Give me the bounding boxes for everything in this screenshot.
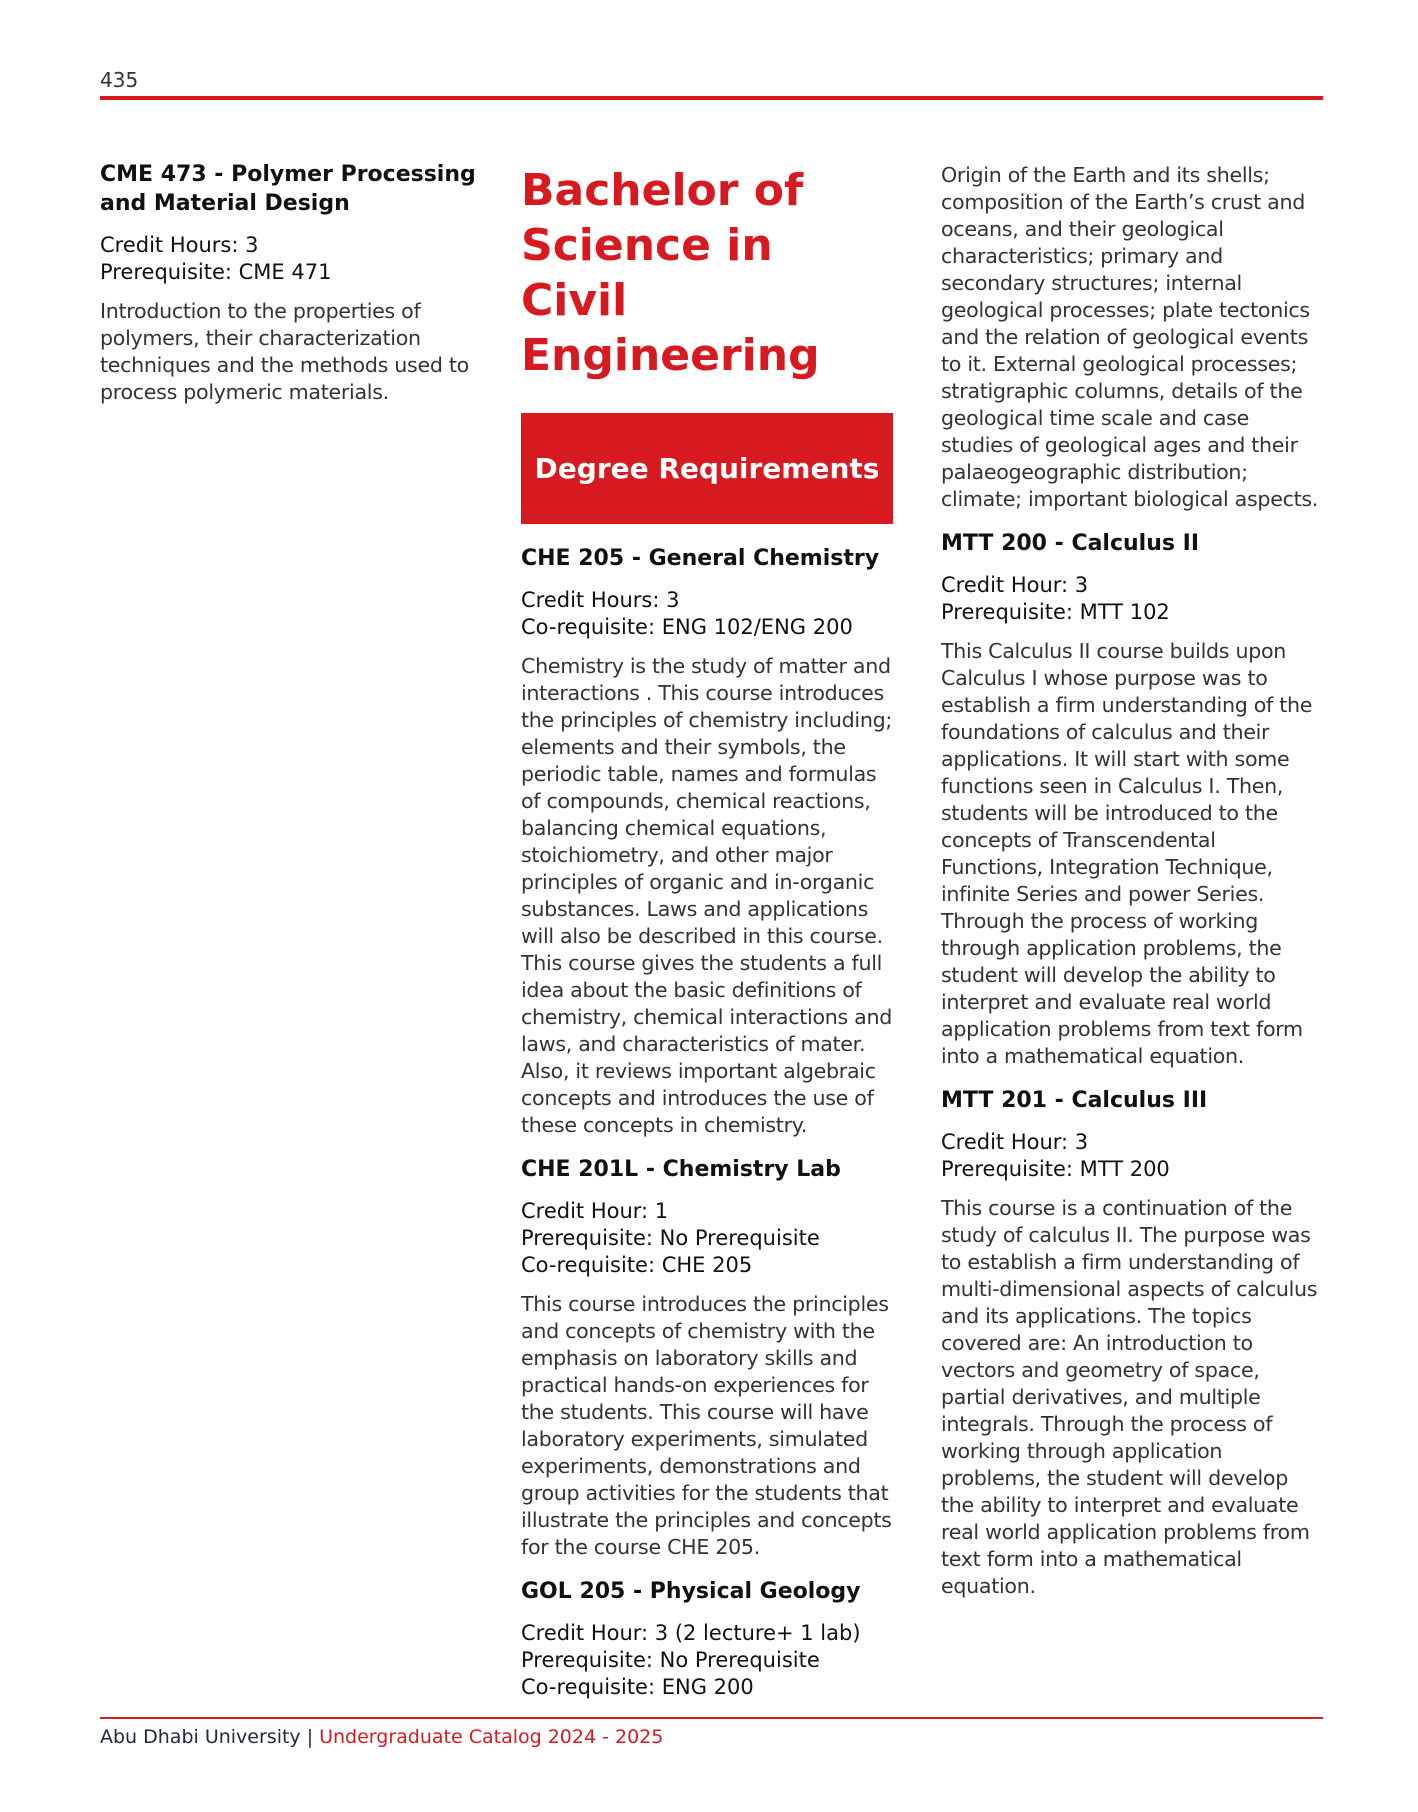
course-title: CME 473 - Polymer Processing and Material Design — [100, 162, 476, 216]
course-block — [521, 1577, 893, 1701]
course-meta — [941, 572, 1321, 626]
course-description: This course is a continuation of the study of calculus II. The purpose was to establish a firm understanding of multi-dimensional aspects of calculus and its applications. The topics covered are: An introduction to vectors and geometry of space, partial derivatives, and multiple integrals. Through the process of working through application problems, the student will develop the ability to interpret and evaluate real world application problems from text form into a mathematical equation. — [941, 1196, 1318, 1598]
footer-separator: | — [306, 1726, 314, 1748]
course-meta — [521, 587, 893, 641]
prerequisite: Prerequisite: CME 471 — [100, 260, 332, 284]
meta-line: Prerequisite: No Prerequisite — [521, 1226, 820, 1250]
meta-line: Co-requisite: ENG 200 — [521, 1675, 754, 1699]
course-title: GOL 205 - Physical Geology — [521, 1579, 861, 1604]
course-block — [521, 1155, 893, 1561]
footer-university: Abu Dhabi University — [100, 1726, 301, 1748]
meta-line: Co-requisite: ENG 102/ENG 200 — [521, 615, 853, 639]
meta-line: Credit Hour: 3 — [941, 1130, 1089, 1154]
degree-requirements-banner: Degree Requirements — [521, 413, 893, 524]
column-middle — [521, 160, 893, 1713]
meta-line: Prerequisite: No Prerequisite — [521, 1648, 820, 1672]
meta-line: Credit Hour: 3 — [941, 573, 1089, 597]
column-left — [100, 160, 482, 422]
footer-divider — [100, 1717, 1323, 1719]
course-description: Introduction to the properties of polymers, their characterization techniques and the methods used to process polymeric materials. — [100, 299, 469, 404]
course-title: CHE 201L - Chemistry Lab — [521, 1157, 841, 1182]
course-description: This course introduces the principles and concepts of chemistry with the emphasis on laboratory skills and practical hands-on experiences for the students. This course will have laboratory experiments, simulated experiments, demonstrations and group activities for the students that illustrate the principles and concepts for the course CHE 205. — [521, 1292, 892, 1559]
course-meta — [521, 1620, 893, 1701]
column-right — [941, 162, 1321, 1616]
course-title: MTT 200 - Calculus II — [941, 531, 1200, 556]
course-meta — [100, 232, 482, 286]
credit-hours: Credit Hours: 3 — [100, 233, 259, 257]
course-title: CHE 205 - General Chemistry — [521, 546, 880, 571]
course-title: MTT 201 - Calculus III — [941, 1088, 1208, 1113]
meta-line: Prerequisite: MTT 200 — [941, 1157, 1170, 1181]
course-meta — [521, 1198, 893, 1279]
course-block — [521, 544, 893, 1139]
course-description: Chemistry is the study of matter and interactions . This course introduces the principles of chemistry including; elements and their symbols, the periodic table, names and formulas of compounds, chemical reactions, balancing chemical equations, stoichiometry, and other major principles of organic and in-organic substances. Laws and applications will also be described in this course. This course gives the students a full idea about the basic definitions of chemistry, chemical interactions and laws, and characteristics of mater. Also, it reviews important algebraic concepts and introduces the use of these concepts in chemistry. — [521, 654, 893, 1137]
footer-catalog: Undergraduate Catalog 2024 - 2025 — [319, 1726, 664, 1748]
course-block — [941, 529, 1321, 1070]
header-divider — [100, 96, 1323, 100]
meta-line: Credit Hour: 3 (2 lecture+ 1 lab) — [521, 1621, 861, 1645]
meta-line: Credit Hour: 1 — [521, 1199, 669, 1223]
meta-line: Co-requisite: CHE 205 — [521, 1253, 753, 1277]
footer — [100, 1726, 663, 1748]
course-block — [941, 1086, 1321, 1600]
course-description-continued: Origin of the Earth and its shells; composition of the Earth’s crust and oceans, and their geological characteristics; primary and secondary structures; internal geological processes; plate tectonics and the relation of geological events to it. External geological processes; stratigraphic columns, details of the geological time scale and case studies of geological ages and their palaeogeographic distribution; climate; important biological aspects. — [941, 163, 1319, 511]
meta-line: Credit Hours: 3 — [521, 588, 680, 612]
program-title: Bachelor of Science in Civil Engineering — [521, 165, 820, 381]
course-meta — [941, 1129, 1321, 1183]
page-number: 435 — [100, 68, 139, 92]
course-description: This Calculus II course builds upon Calculus I whose purpose was to establish a firm understanding of the foundations of calculus and their applications. It will start with some functions seen in Calculus I. Then, students will be introduced to the concepts of Transcendental Functions, Integration Technique, infinite Series and power Series. Through the process of working through application problems, the student will develop the ability to interpret and evaluate real world application problems from text form into a mathematical equation. — [941, 639, 1313, 1068]
meta-line: Prerequisite: MTT 102 — [941, 600, 1170, 624]
